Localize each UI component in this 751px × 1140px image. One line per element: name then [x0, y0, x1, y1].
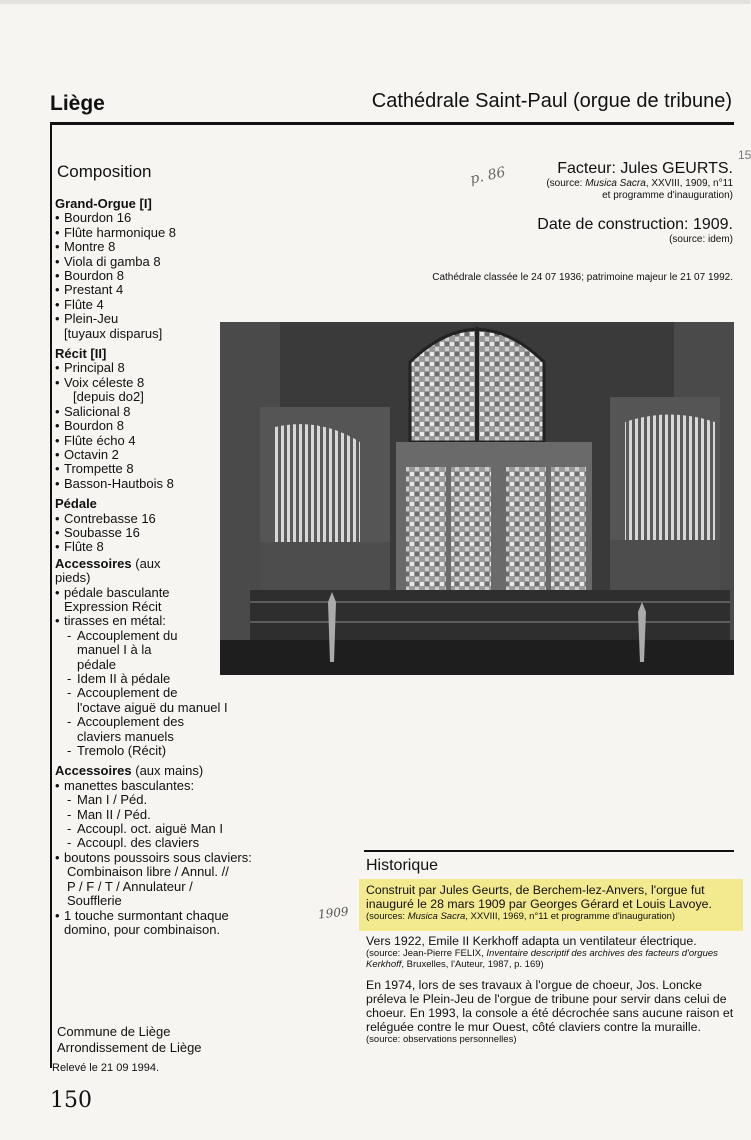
accessoires-pieds-heading-cont: pieds)	[55, 570, 91, 586]
facteur-label: Facteur:	[557, 160, 616, 177]
facteur-source: (source: Musica Sacra, XXVIII, 1909, n°11	[546, 178, 733, 189]
stop-item: • Flûte 8	[55, 540, 305, 554]
accessory-subitem-cont: l'octave aiguë du manuel I	[77, 699, 228, 715]
accessory-item-cont: Expression Récit	[64, 598, 162, 614]
historique-paragraph-1: Construit par Jules Geurts, de Berchem-lez-Anvers, l'orgue fut inauguré le 28 mars 1909 par Georges Gérard et Louis Lavoye. (sources: Musica Sacra, XXVIII, 1969, n°11 et programme d'inauguration)	[366, 883, 742, 922]
composition-heading: Composition	[57, 162, 152, 181]
facteur-block	[413, 160, 733, 202]
historique-rule	[364, 850, 734, 852]
stop-item: • Contrebasse 16	[55, 512, 305, 526]
recit-heading: Récit [II]	[55, 346, 107, 362]
accessory-subitem: - Man II / Péd.	[55, 808, 305, 822]
accessory-subitem: - Accouplement des	[55, 715, 305, 729]
accessory-subitem-cont: pédale	[77, 656, 117, 672]
arrondissement-name: Arrondissement de Liège	[57, 1040, 202, 1055]
organ-photo-image	[220, 322, 734, 675]
left-margin-rule	[50, 124, 52, 1068]
stop-item: • Voix céleste 8	[55, 376, 305, 390]
organ-photo	[220, 322, 734, 675]
stop-item: • Soubasse 16	[55, 526, 305, 540]
stop-note: [depuis do2]	[73, 389, 144, 405]
stop-item: • Bourdon 8	[55, 269, 305, 283]
page-number: 150	[50, 1088, 92, 1113]
historique-source-3: (source: observations personnelles)	[366, 1034, 517, 1045]
releve-date: Relevé le 21 09 1994.	[52, 1062, 160, 1074]
accessory-item: • manettes basculantes:	[55, 779, 305, 793]
date-value: 1909.	[692, 216, 733, 233]
stop-item: • Bourdon 16	[55, 211, 305, 225]
accessory-item-cont: P / F / T / Annulateur /	[67, 878, 193, 894]
accessory-item-cont: domino, pour combinaison.	[64, 921, 221, 937]
accessoires-mains-list	[55, 779, 305, 937]
date-source: (source: idem)	[669, 234, 733, 245]
stop-note: [tuyaux disparus]	[64, 325, 163, 341]
historique-paragraph-3: En 1974, lors de ses travaux à l'orgue de choeur, Jos. Loncke préleva le Plein-Jeu de l'orgue de tribune pour servir dans celui de choeur. En 1993, la console a été décrochée sans aucune raison et reléguée contre le mur Ouest, côté claviers contre la muraille. (source: observations personnelles)	[366, 978, 742, 1045]
stop-item: • Basson-Hautbois 8	[55, 477, 305, 491]
stop-item: • Principal 8	[55, 361, 305, 375]
stop-item: • Viola di gamba 8	[55, 255, 305, 269]
accessory-subitem: - Accoupl. des claviers	[55, 836, 305, 850]
date-label: Date de construction:	[537, 216, 689, 233]
classement-note: Cathédrale classée le 24 07 1936; patrimoine majeur le 21 07 1992.	[432, 272, 733, 283]
historique-heading: Historique	[366, 857, 439, 874]
scan-top-edge	[0, 0, 750, 4]
accessory-subitem: - Tremolo (Récit)	[55, 744, 305, 758]
accessory-subitem: - Man I / Péd.	[55, 793, 305, 807]
stop-item: • Bourdon 8	[55, 419, 305, 433]
accessory-item-cont: Soufflerie	[67, 893, 122, 909]
stop-item: • Flûte 4	[55, 298, 305, 312]
handwritten-page-ref: p. 86	[468, 164, 507, 188]
handwritten-margin-note: 1909	[317, 904, 350, 922]
commune-name: Commune de Liège	[57, 1024, 171, 1039]
facteur-name: Jules GEURTS.	[620, 160, 733, 177]
stop-item: • Flûte harmonique 8	[55, 226, 305, 240]
accessoires-mains-heading: Accessoires (aux mains)	[55, 763, 204, 779]
facteur-source-2: et programme d'inauguration)	[602, 190, 733, 201]
historique-source-2: (source: Jean-Pierre FELIX, Inventaire descriptif des archives des facteurs d'orgues Kerkhoff, Bruxelles, l'Auteur, 1987, p. 169)	[366, 948, 718, 970]
city-title: Liège	[50, 92, 105, 115]
accessory-item: • tirasses en métal:	[55, 614, 305, 628]
pedale-heading: Pédale	[55, 496, 97, 512]
stop-item: • Montre 8	[55, 240, 305, 254]
accessory-item-cont: Combinaison libre / Annul. //	[67, 864, 229, 880]
church-title: Cathédrale Saint-Paul (orgue de tribune)	[371, 90, 732, 112]
date-construction-block	[413, 216, 733, 246]
stop-item: • Trompette 8	[55, 462, 305, 476]
accessory-subitem: - Accouplement du	[55, 629, 305, 643]
historique-paragraph-2: Vers 1922, Emile II Kerkhoff adapta un ventilateur électrique. (source: Jean-Pierre FELIX, Inventaire descriptif des archives des facteurs d'orgues Kerkhoff, Bruxelles, l'Auteur, 1987, p. 169)	[366, 934, 742, 970]
accessory-subitem-cont: claviers manuels	[77, 728, 174, 744]
accessory-subitem: - Accoupl. oct. aiguë Man I	[55, 822, 305, 836]
accessory-item: • pédale basculante	[55, 586, 305, 600]
header-rule	[50, 122, 734, 125]
handwritten-margin-mark: 15	[738, 148, 751, 162]
commune-block	[57, 1024, 202, 1056]
stop-item: • Prestant 4	[55, 283, 305, 297]
historique-source-1: (sources: Musica Sacra, XXVIII, 1969, n°11 et programme d'inauguration)	[366, 911, 676, 922]
accessory-subitem: - Idem II à pédale	[55, 672, 305, 686]
accessory-subitem: - Accouplement de	[55, 686, 305, 700]
grand-orgue-heading: Grand-Orgue [I]	[55, 196, 152, 211]
stop-item: • Octavin 2	[55, 448, 305, 462]
stop-item: • Salicional 8	[55, 405, 305, 419]
stop-item: • Plein-Jeu	[55, 312, 305, 326]
accessoires-pieds-heading: Accessoires (aux	[55, 555, 161, 571]
accessory-subitem-cont: manuel I à la	[77, 642, 152, 658]
accessory-item: • 1 touche surmontant chaque	[55, 909, 305, 923]
stop-item: • Flûte écho 4	[55, 434, 305, 448]
accessory-item: • boutons poussoirs sous claviers:	[55, 851, 305, 865]
